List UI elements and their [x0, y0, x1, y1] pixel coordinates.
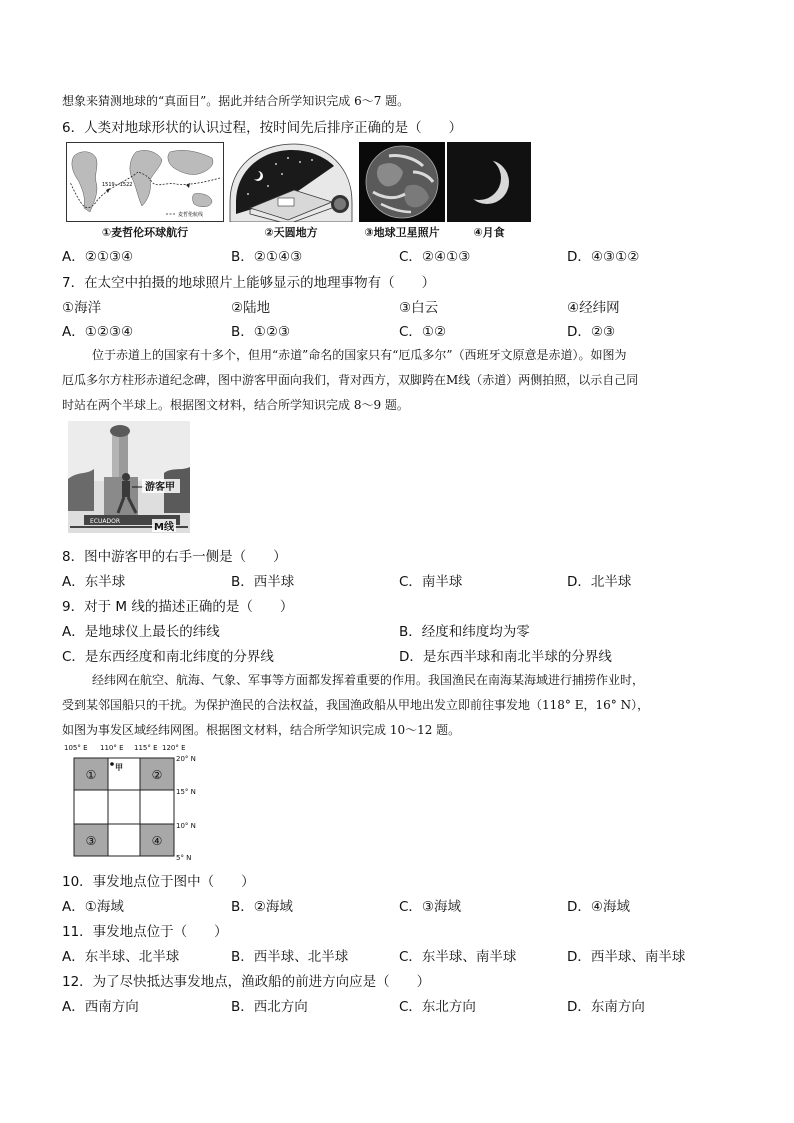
caption-round-sky: ②天圆地方	[264, 226, 318, 239]
q6-option-d[interactable]: D．④③①②	[567, 249, 640, 265]
passage-10-12-line-3: 如图为事发区域经纬网图。根据图文材料，结合所学知识完成 10～12 题。	[62, 723, 461, 737]
cell-3-label: ③	[85, 834, 97, 848]
lat-label-10: 10° N	[176, 822, 196, 830]
q9-option-a[interactable]: A．是地球仪上最长的纬线	[62, 624, 220, 640]
map-route-label: 1519—1522	[102, 182, 133, 188]
q8-option-b[interactable]: B．西半球	[231, 574, 295, 590]
passage-8-9-line-3: 时站在两个半球上。根据图文材料，结合所学知识完成 8～9 题。	[62, 398, 409, 412]
cell-1-label: ①	[85, 768, 97, 782]
passage-10-12-line-2: 受到某邻国船只的干扰。为保护渔民的合法权益，我国渔政船从甲地出发立即前往事发地（118° E，16° N），	[62, 698, 650, 712]
cell-4-label: ④	[151, 834, 163, 848]
q7-option-a[interactable]: A．①②③④	[62, 324, 134, 340]
point-jia-label: 甲	[115, 763, 123, 772]
q12-option-b[interactable]: B．西北方向	[231, 999, 308, 1015]
earth-satellite-photo	[359, 142, 445, 222]
q12-option-d[interactable]: D．东南方向	[567, 999, 645, 1015]
q11-option-d[interactable]: D．西半球、南半球	[567, 949, 686, 965]
lat-label-15: 15° N	[176, 788, 196, 796]
q9-option-b[interactable]: B．经度和纬度均为零	[399, 624, 530, 640]
question-6-stem: 6．人类对地球形状的认识过程，按时间先后排序正确的是（ ）	[62, 120, 463, 136]
lon-label-110: 110° E	[100, 744, 124, 752]
q7-option-c[interactable]: C．①②	[399, 324, 447, 340]
q7-item-2: ②陆地	[231, 300, 271, 316]
q11-option-b[interactable]: B．西半球、北半球	[231, 949, 349, 965]
q10-option-a[interactable]: A．①海域	[62, 899, 124, 915]
plaque-text: ECUADOR	[90, 518, 120, 525]
q8-option-a[interactable]: A．东半球	[62, 574, 126, 590]
intro-line: 想象来猜测地球的“真面目”。据此并结合所学知识完成 6～7 题。	[62, 94, 410, 108]
q9-option-c[interactable]: C．是东西经度和南北纬度的分界线	[62, 649, 274, 665]
q7-option-d[interactable]: D．②③	[567, 324, 616, 340]
q9-option-d[interactable]: D．是东西半球和南北半球的分界线	[399, 649, 612, 665]
q7-item-4: ④经纬网	[567, 300, 620, 316]
question-9-stem: 9．对于 M 线的描述正确的是（ ）	[62, 599, 294, 615]
equator-monument-photo	[68, 421, 190, 533]
q8-option-c[interactable]: C．南半球	[399, 574, 463, 590]
tourist-label: 游客甲	[145, 482, 175, 493]
q7-item-3: ③白云	[399, 300, 439, 316]
caption-eclipse: ④月食	[473, 226, 505, 239]
question-10-stem: 10．事发地点位于图中（ ）	[62, 874, 255, 890]
question-7-stem: 7．在太空中拍摄的地球照片上能够显示的地理事物有（ ）	[62, 275, 436, 291]
q12-option-c[interactable]: C．东北方向	[399, 999, 476, 1015]
point-jia-marker	[110, 762, 114, 766]
q7-option-b[interactable]: B．①②③	[231, 324, 291, 340]
round-sky-square-earth-figure	[228, 142, 354, 222]
lat-label-20: 20° N	[176, 755, 196, 763]
caption-satellite: ③地球卫星照片	[364, 226, 440, 239]
q12-option-a[interactable]: A．西南方向	[62, 999, 139, 1015]
passage-8-9-line-2: 厄瓜多尔方柱形赤道纪念碑，图中游客甲面向我们，背对西方，双脚跨在M线（赤道）两侧拍照，以示自己同	[62, 373, 639, 387]
passage-8-9-line-1: 位于赤道上的国家有十多个，但用“赤道”命名的国家只有“厄瓜多尔”（西班牙文原意是赤道）。如图为	[92, 348, 627, 362]
q8-option-d[interactable]: D．北半球	[567, 574, 632, 590]
lon-label-115: 115° E	[134, 744, 158, 752]
magellan-map-figure	[66, 142, 224, 222]
lat-label-5: 5° N	[176, 854, 192, 862]
cell-2-label: ②	[151, 768, 163, 782]
passage-10-12-line-1: 经纬网在航空、航海、气象、军事等方面都发挥着重要的作用。我国渔民在南海某海域进行捕捞作业时，	[92, 673, 645, 687]
lon-label-120: 120° E	[162, 744, 186, 752]
question-12-stem: 12．为了尽快抵达事发地点，渔政船的前进方向应是（ ）	[62, 974, 431, 990]
q6-option-b[interactable]: B．②①④③	[231, 249, 303, 265]
q6-option-c[interactable]: C．②④①③	[399, 249, 471, 265]
q10-option-c[interactable]: C．③海域	[399, 899, 462, 915]
question-8-stem: 8．图中游客甲的右手一侧是（ ）	[62, 549, 287, 565]
caption-magellan: ①麦哲伦环球航行	[101, 226, 189, 239]
question-11-stem: 11．事发地点位于（ ）	[62, 924, 228, 940]
q10-option-b[interactable]: B．②海域	[231, 899, 293, 915]
lunar-eclipse-photo	[447, 142, 531, 222]
map-legend-label: 麦哲伦航线	[178, 212, 204, 218]
q7-item-1: ①海洋	[62, 300, 102, 316]
q11-option-c[interactable]: C．东半球、南半球	[399, 949, 517, 965]
q10-option-d[interactable]: D．④海域	[567, 899, 630, 915]
lat-lon-grid-map	[64, 742, 214, 864]
q6-option-a[interactable]: A．②①③④	[62, 249, 134, 265]
lon-label-105: 105° E	[64, 744, 88, 752]
m-line-label: M线	[154, 522, 174, 533]
q11-option-a[interactable]: A．东半球、北半球	[62, 949, 180, 965]
